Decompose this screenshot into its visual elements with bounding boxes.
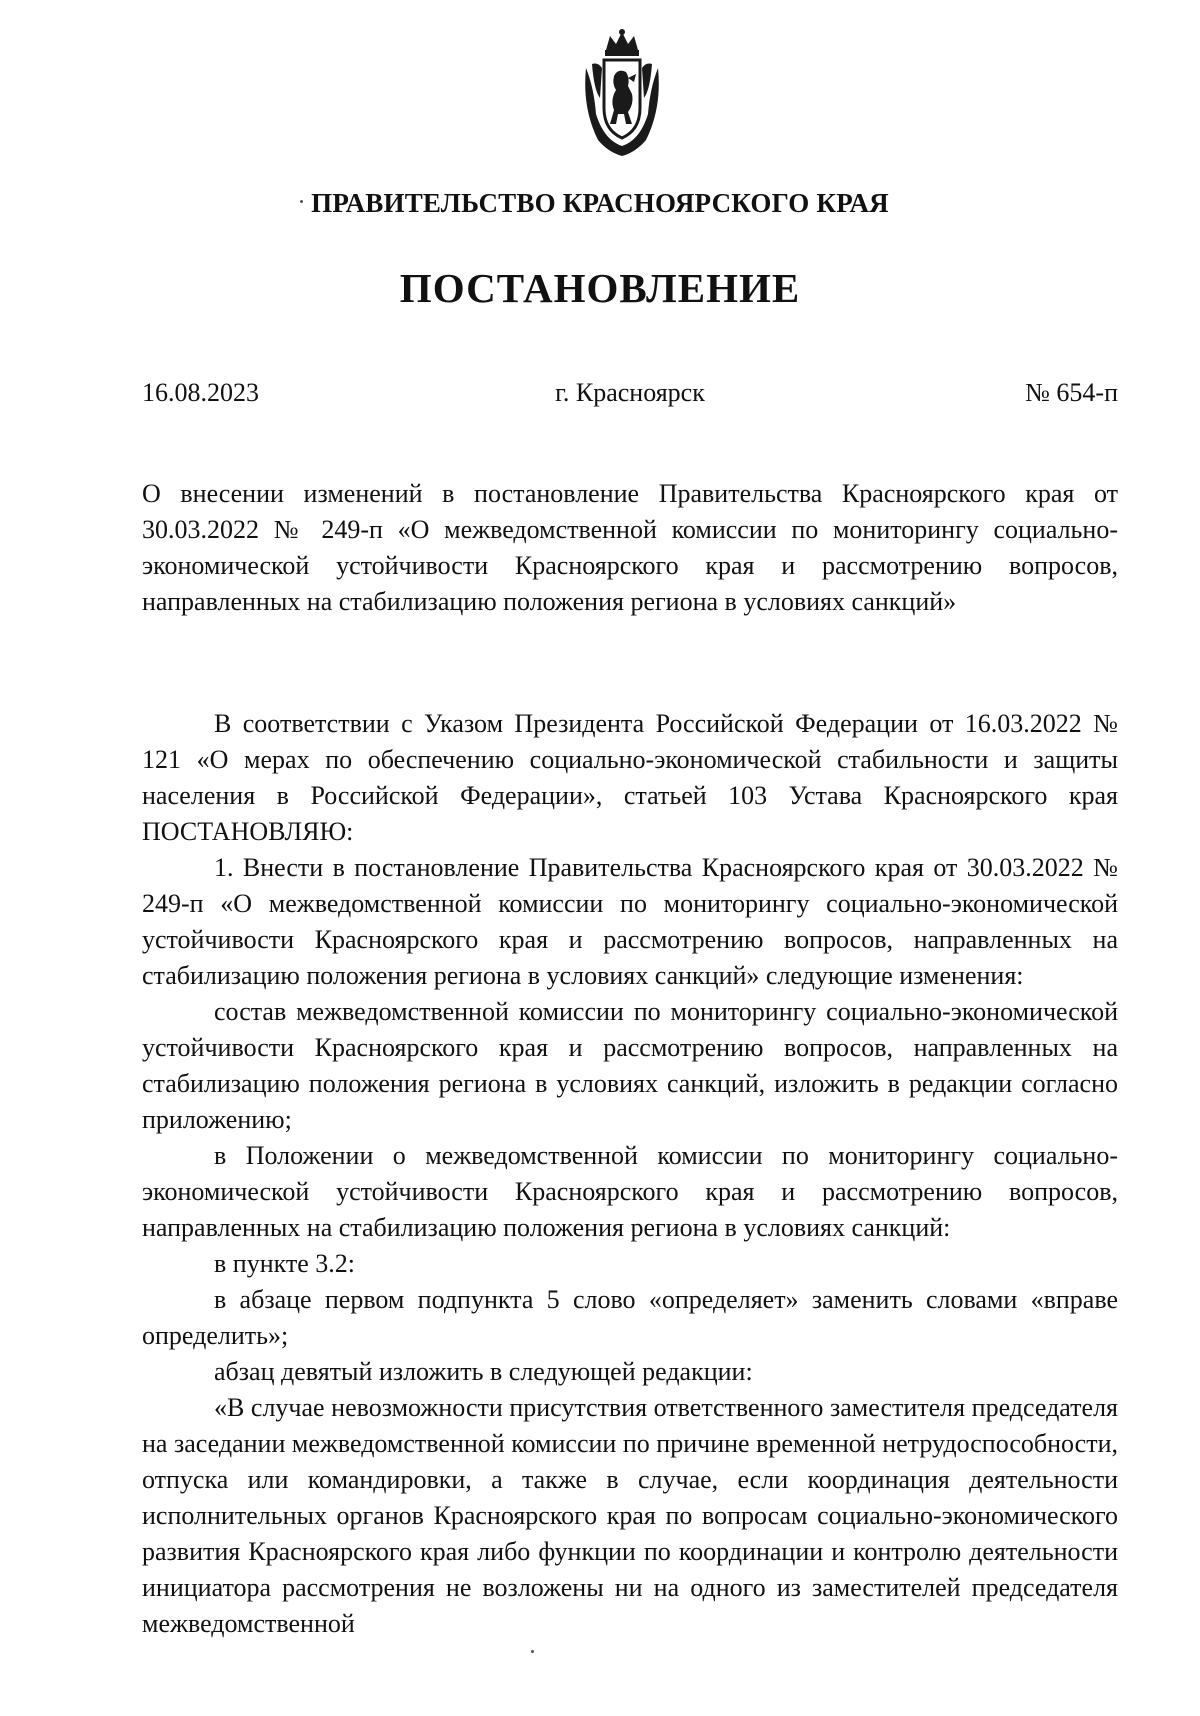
document-date: 16.08.2023 (142, 378, 259, 407)
coat-of-arms-icon (578, 28, 666, 160)
body-paragraph: в абзаце первом подпункта 5 слово «определяет» заменить словами «вправе определить»; (142, 1285, 1118, 1350)
document-number: № 654-п (1025, 378, 1118, 407)
organization-title: ПРАВИТЕЛЬСТВО КРАСНОЯРСКОГО КРАЯ (311, 188, 889, 218)
scan-speck (300, 200, 303, 203)
document-meta-row (142, 378, 1118, 412)
document-city: г. Красноярск (555, 378, 705, 407)
scan-speck (531, 1650, 534, 1653)
body-paragraph: 1. Внести в постановление Правительства Красноярского края от 30.03.2022 № 249-п «О межведомственной комиссии по мониторингу социально-экономической устойчивости Красноярского края и рассмотрению вопросов, направленных на стабилизацию положения региона в условиях санкций» следующие изменения: (142, 853, 1118, 990)
body-paragraph: состав межведомственной комиссии по мониторингу социально-экономической устойчивости Красноярского края и рассмотрению вопросов, направленных на стабилизацию положения региона в условиях санкций, изложить в редакции согласно приложению; (142, 997, 1118, 1134)
body-paragraph: в Положении о межведомственной комиссии по мониторингу социально-экономической устойчивости Красноярского края и рассмотрению вопросов, направленных на стабилизацию положения региона в условиях санкций: (142, 1141, 1118, 1242)
body-paragraph: «В случае невозможности присутствия ответственного заместителя председателя на заседании межведомственной комиссии по причине временной нетрудоспособности, отпуска или командировки, а также в случае, если координация деятельности исполнительных органов Красноярского края по вопросам социально-экономического развития Красноярского края либо функции по координации и контролю деятельности инициатора рассмотрения не возложены ни на одного из заместителей председателя межведомственной (142, 1393, 1118, 1638)
document-type-title: ПОСТАНОВЛЕНИЕ (399, 265, 801, 311)
body-paragraph: в пункте 3.2: (214, 1249, 356, 1278)
document-subject: О внесении изменений в постановление Правительства Красноярского края от 30.03.2022 № 249-п «О межведомственной комиссии по мониторингу социально-экономической устойчивости Красноярского края и рассмотрению вопросов, направленных на стабилизацию положения региона в условиях санкций» (142, 479, 1118, 616)
body-paragraph: абзац девятый изложить в следующей редакции: (214, 1357, 753, 1386)
body-paragraph: В соответствии с Указом Президента Российской Федерации от 16.03.2022 № 121 «О мерах по обеспечению социально-экономической стабильности и защиты населения в Российской Федерации», статьей 103 Устава Красноярского края ПОСТАНОВЛЯЮ: (142, 709, 1118, 846)
document-body (142, 706, 1118, 1642)
